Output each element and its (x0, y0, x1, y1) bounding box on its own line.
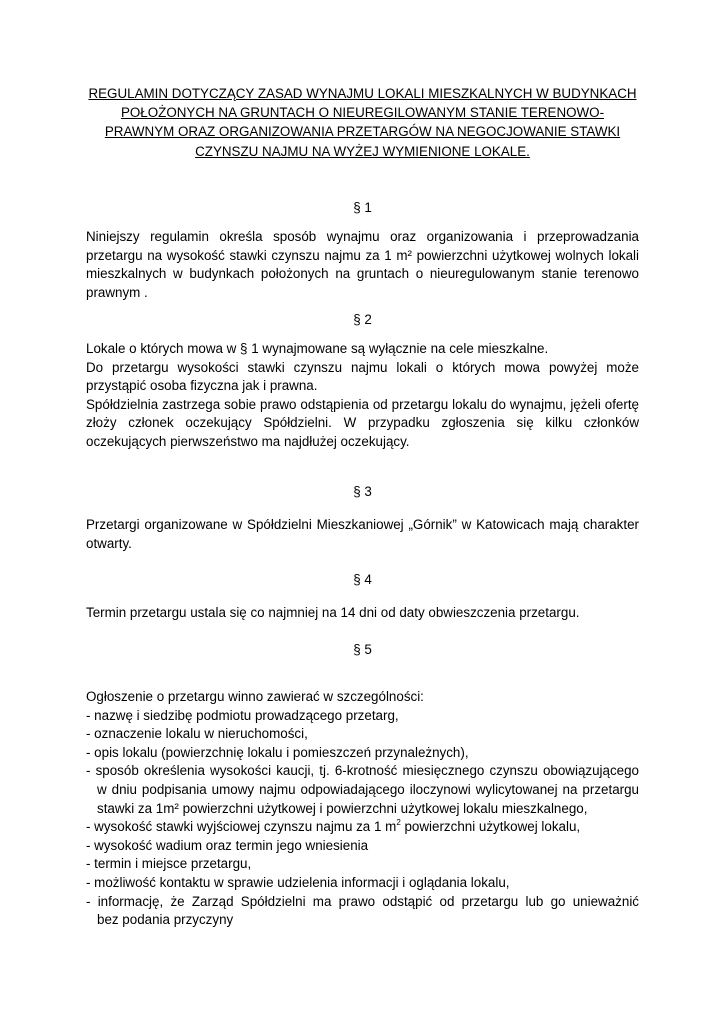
list-item (86, 818, 639, 837)
section-2-mark: § 2 (353, 312, 372, 327)
list-item: - oznaczenie lokalu w nieruchomości, (86, 726, 308, 742)
list-item: - informację, że Zarząd Spółdzielni ma prawo odstąpić od przetargu lub go unieważnić (86, 893, 639, 909)
text-line: prawnym . (86, 284, 148, 300)
list-item: - nazwę i siedzibę podmiotu prowadzącego przetarg, (86, 707, 399, 723)
text-line: Spółdzielnia zastrzega sobie prawo odstąpienia od przetargu lokalu do wynajmu, jężeli ofertę (86, 396, 639, 412)
section-1-text (86, 228, 639, 302)
text-line: Lokale o których mowa w § 1 wynajmowane są wyłącznie na cele mieszkalne. (86, 341, 549, 356)
list-item-continuation: bez podania przyczyny (97, 912, 234, 928)
title-line: CZYNSZU NAJMU NA WYŻEJ WYMIENIONE LOKALE. (195, 143, 530, 159)
text-line: Przetargi organizowane w Spółdzielni Mieszkaniowej „Górnik” w Katowicach mają charakter (86, 517, 639, 532)
text-line: przystąpić osoba fizyczna jak i prawna. (86, 378, 318, 394)
list-item: - wysokość wadium oraz termin jego wniesienia (86, 837, 369, 853)
text-line: przetargu na wysokość stawki czynszu najmu za 1 m² powierzchni użytkowej wolnych lokali (86, 247, 639, 263)
list-item: - możliwość kontaktu w sprawie udzielenia informacji i oglądania lokalu, (86, 874, 510, 890)
superscript: 2 (396, 818, 401, 828)
section-2-text (86, 340, 639, 452)
text-line: Niniejszy regulamin określa sposób wynajmu oraz organizowania i przeprowadzania (86, 229, 639, 244)
title-line: POŁOŻONYCH NA GRUNTACH O NIEUREGILOWANYM STANIE TERENOWO- (120, 105, 605, 121)
title-line: PRAWNYM ORAZ ORGANIZOWANIA PRZETARGÓW NA NEGOCJOWANIE STAWKI (104, 124, 621, 140)
title-line: REGULAMIN DOTYCZĄCY ZASAD WYNAJMU LOKALI MIESZKALNYCH W BUDYNKACH (88, 86, 637, 101)
list-item-text: - wysokość stawki wyjściowej czynszu najmu za 1 m (86, 819, 397, 835)
section-3-mark: § 3 (353, 484, 372, 499)
text-line: mieszkalnych w budynkach położonych na gruntach o nieuregulowanym stanie terenowo (86, 266, 639, 282)
section-5-mark: § 5 (353, 642, 372, 657)
section-4-mark: § 4 (353, 572, 372, 587)
text-line: Termin przetargu ustala się co najmniej na 14 dni od daty obwieszczenia przetargu. (86, 605, 580, 620)
section-5-text (86, 688, 639, 930)
section-1-mark: § 1 (353, 200, 372, 215)
list-item-continuation: w dniu podpisania umowy najmu odpowiadającego iloczynowi wylicytowanej na przetargu (97, 781, 639, 797)
list-item: - termin i miejsce przetargu, (86, 856, 252, 872)
text-line: złoży członek oczekujący Spółdzielni. W przypadku zgłoszenia się kilku członków (86, 415, 639, 431)
text-line: otwarty. (86, 535, 132, 551)
list-item: - sposób określenia wysokości kaucji, tj. 6-krotność miesięcznego czynszu obowiązującego (86, 763, 639, 779)
document-title (86, 84, 639, 161)
text-line: oczekujących pierwszeństwo ma najdłużej oczekujący. (86, 433, 410, 449)
section-3-text (86, 516, 639, 553)
list-intro: Ogłoszenie o przetargu winno zawierać w szczególności: (86, 689, 424, 704)
text-line: Do przetargu wysokości stawki czynszu najmu lokali o których mowa powyżej może (86, 359, 639, 375)
section-4-text (86, 604, 639, 623)
list-item-text: powierzchni użytkowej lokalu, (400, 819, 581, 835)
list-item: - opis lokalu (powierzchnię lokalu i pomieszczeń przynależnych), (86, 744, 469, 760)
list-item-continuation: stawki za 1m² powierzchni użytkowej i powierzchni użytkowej lokalu mieszkalnego, (97, 800, 588, 816)
